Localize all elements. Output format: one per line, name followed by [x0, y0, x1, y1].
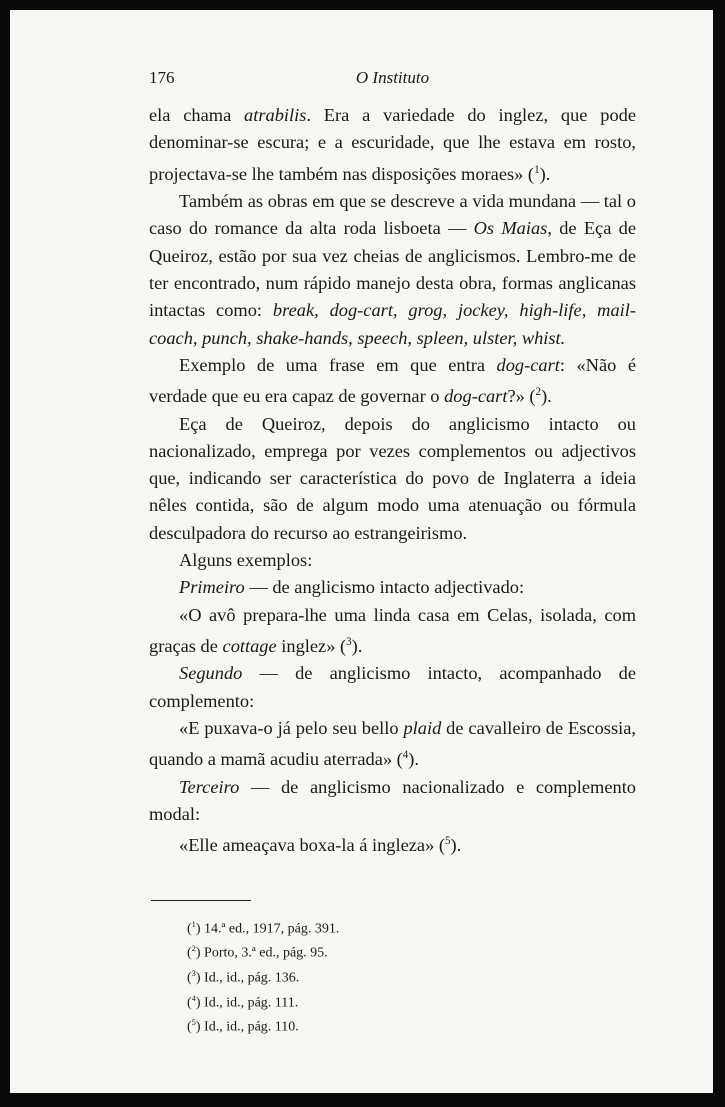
text-run: ).	[408, 749, 420, 770]
text-run: dog-cart	[496, 354, 560, 375]
text-run: . Era a variedade do inglez, que pode denominar-se escura; e a escuridade, que lhe estava em rosto, projectava-se lhe também nas disposições moraes» (	[149, 105, 636, 184]
footnotes	[187, 915, 636, 1038]
paragraph	[149, 774, 636, 829]
paragraph	[149, 188, 636, 352]
paragraph	[149, 574, 636, 601]
footnote-ref: 2	[535, 386, 542, 399]
text-run: «O avô prepara-lhe uma linda casa em Celas, isolada, com graças de	[149, 604, 636, 657]
footnote-text: Porto, 3.ª ed., pág. 95.	[204, 945, 328, 961]
footnote-number: 2	[191, 944, 196, 954]
text-run: : «Não é verdade que eu era capaz de governar o	[149, 354, 636, 407]
text-block	[149, 68, 636, 1038]
text-run: plaid	[403, 717, 442, 738]
running-header	[149, 68, 636, 98]
footnote-text: Id., id., pág. 136.	[204, 970, 300, 986]
text-run: Também as obras em que se descreve a vida mundana — tal o caso do romance da alta roda lisboeta —	[149, 191, 636, 239]
paragraph	[149, 352, 636, 411]
footnote: ($^5$) Id., id., pág. 110.	[187, 1018, 299, 1035]
text-run: Os Maias	[473, 218, 548, 239]
paragraph	[149, 602, 636, 661]
text-run: — de anglicismo intacto adjectivado:	[244, 577, 525, 598]
footnote-text: Id., id., pág. 111.	[204, 995, 299, 1011]
page	[10, 10, 713, 1093]
text-run: break, dog-cart, grog, jockey, high-life, mail-coach, punch, shake-hands, speech, spleen, ulster, whist.	[149, 300, 636, 348]
footnote-ref: 3	[346, 635, 352, 648]
text-run: «E puxava-o já pelo seu bello	[179, 717, 404, 738]
text-run: — de anglicismo nacionalizado e complemento modal:	[149, 776, 636, 824]
footnote: ($^3$) Id., id., pág. 136.	[187, 968, 300, 986]
footnote-number: 1	[191, 919, 196, 929]
footnote-text: 14.ª ed., 1917, pág. 391.	[204, 921, 340, 937]
page-number: 176	[149, 68, 175, 87]
footnote: ($^1$) 14.ª ed., 1917, pág. 391.	[187, 919, 340, 937]
text-run: Primeiro	[179, 577, 245, 598]
text-run: ).	[541, 386, 552, 407]
body-text	[149, 102, 636, 860]
text-run: Exemplo de uma frase em que entra	[179, 354, 497, 375]
footnote-ref: 4	[402, 749, 409, 762]
text-run: Eça de Queiroz, depois do anglicismo intacto ou nacionalizado, emprega por vezes complementos ou adjectivos que, indicando ser característica do povo de Inglaterra a ideia nêles contida, são de algum modo uma atenuação ou fórmula desculpadora do recurso ao estrangeirismo.	[149, 413, 636, 543]
text-run: ela chama	[149, 105, 245, 125]
paragraph	[149, 715, 636, 774]
paragraph	[149, 102, 636, 188]
footnote-number: 5	[191, 1018, 196, 1028]
text-run: Segundo	[179, 663, 243, 684]
journal-title: O Instituto	[355, 68, 430, 87]
paragraph	[149, 547, 636, 574]
text-run: ).	[539, 163, 551, 184]
footnote-number: 4	[191, 993, 196, 1003]
text-run: Terceiro	[179, 776, 240, 797]
text-run: cottage	[222, 636, 277, 657]
text-run: ).	[450, 835, 462, 856]
paragraph	[149, 411, 636, 547]
footnote-rule	[151, 900, 251, 901]
text-run: «Elle ameaçava boxa-la á ingleza» (	[179, 835, 445, 856]
text-run: de cavalleiro de Escossia, quando a mamã acudiu aterrada» (	[149, 717, 636, 770]
footnote-ref: 5	[445, 835, 451, 848]
paragraph	[149, 828, 636, 859]
footnote-text: Id., id., pág. 110.	[204, 1019, 299, 1035]
footnote: ($^2$) Porto, 3.ª ed., pág. 95.	[187, 944, 328, 961]
footnote-number: 3	[191, 968, 196, 978]
paragraph	[149, 660, 636, 715]
text-run: , de Eça de Queiroz, estão por sua vez cheias de anglicismos. Lembro-me de ter encontrado, num rápido manejo desta obra, formas anglicanas intactas como:	[149, 218, 637, 321]
text-run: atrabilis	[244, 105, 307, 125]
text-run: Alguns exemplos:	[179, 550, 313, 570]
text-run: ?» (	[507, 386, 536, 407]
text-run: — de anglicismo intacto, acompanhado de complemento:	[149, 663, 636, 711]
footnote-ref: 1	[534, 163, 540, 176]
text-run: dog-cart	[444, 386, 508, 407]
text-run: inglez» (	[276, 636, 347, 657]
footnote: ($^4$) Id., id., pág. 111.	[187, 993, 299, 1011]
text-run: ).	[351, 636, 363, 657]
